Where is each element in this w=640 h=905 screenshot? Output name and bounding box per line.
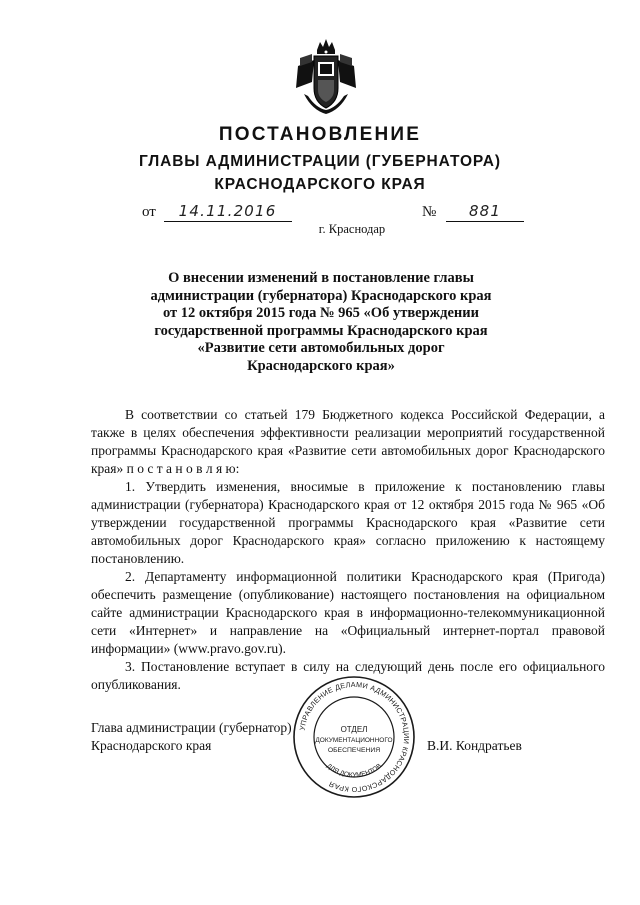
stamp-center-line-3: ОБЕСПЕЧЕНИЯ [327, 747, 381, 754]
date-value: 14.11.2016 [178, 202, 277, 220]
number-value: 881 [468, 202, 502, 220]
city: г. Краснодар [318, 222, 386, 236]
stamp-outer-text: УПРАВЛЕНИЕ ДЕЛАМИ АДМИНИСТРАЦИИ КРАСНОДАРСКОГО КРАЯ [297, 679, 412, 795]
subject-line: от 12 октября 2015 года № 965 «Об утверждении [162, 305, 479, 321]
coat-of-arms-icon [290, 36, 362, 118]
svg-text:ДЛЯ ДОКУМЕНТОВ [325, 763, 383, 779]
body-paragraph-2: 1. Утвердить изменения, вносимые в приложение к постановлению главы администрации (губернатора) Краснодарского края от 12 октября 2015 года № 965 «Об утверждении государственной программы Краснодарского края «Развитие сети автомобильных дорог Краснодарского края» согласно приложению к настоящему постановлению. [91, 479, 605, 566]
stamp-bottom-text: ДЛЯ ДОКУМЕНТОВ [325, 762, 383, 779]
body-paragraph-3: 2. Департаменту информационной политики Краснодарского края (Пригода) обеспечить размещение (опубликование) настоящего постановления на официальном сайте администрации Краснодарского края в информационно-телекоммуникационной сети «Интернет» и направление на «Официальный интернет-портал правовой информации» (www.pravo.gov.ru). [91, 569, 605, 656]
signatory-position [91, 719, 292, 755]
issuer-line-2: КРАСНОДАРСКОГО КРАЯ [214, 176, 426, 193]
subject-line: Краснодарского края» [247, 357, 395, 374]
stamp-center-line-2: ДОКУМЕНТАЦИОННОГО [315, 737, 393, 744]
official-stamp [291, 674, 417, 800]
document-subject [130, 270, 512, 375]
subject-line: администрации (губернатора) Краснодарского края [150, 287, 492, 304]
signatory-name: В.И. Кондратьев [427, 738, 522, 753]
date-prefix: от [142, 204, 156, 220]
subject-line: «Развитие сети автомобильных дорог [197, 340, 445, 356]
body-paragraph-4: 3. Постановление вступает в силу на следующий день после его официального опубликования. [91, 659, 605, 692]
date-field [142, 202, 292, 222]
signatory-position-line-2: Краснодарского края [91, 738, 212, 753]
signatory-position-line-1: Глава администрации (губернатор) [91, 720, 292, 735]
stamp-center-line-1: ОТДЕЛ [340, 725, 368, 734]
document-title: ПОСТАНОВЛЕНИЕ [218, 124, 422, 145]
body-paragraph-1: В соответствии со статьей 179 Бюджетного кодекса Российской Федерации, а также в целях обеспечения эффективности реализации мероприятий государственной программы Краснодарского края «Развитие сети автомобильных дорог Краснодарского края» п о с т а н о в л я ю: [91, 407, 605, 476]
number-field [422, 202, 524, 222]
document-body [91, 406, 605, 694]
subject-line: О внесении изменений в постановление главы [168, 270, 474, 286]
subject-line: государственной программы Краснодарского края [154, 322, 488, 339]
number-prefix: № [422, 204, 437, 220]
issuer-line-1: ГЛАВЫ АДМИНИСТРАЦИИ (ГУБЕРНАТОРА) [139, 153, 501, 170]
